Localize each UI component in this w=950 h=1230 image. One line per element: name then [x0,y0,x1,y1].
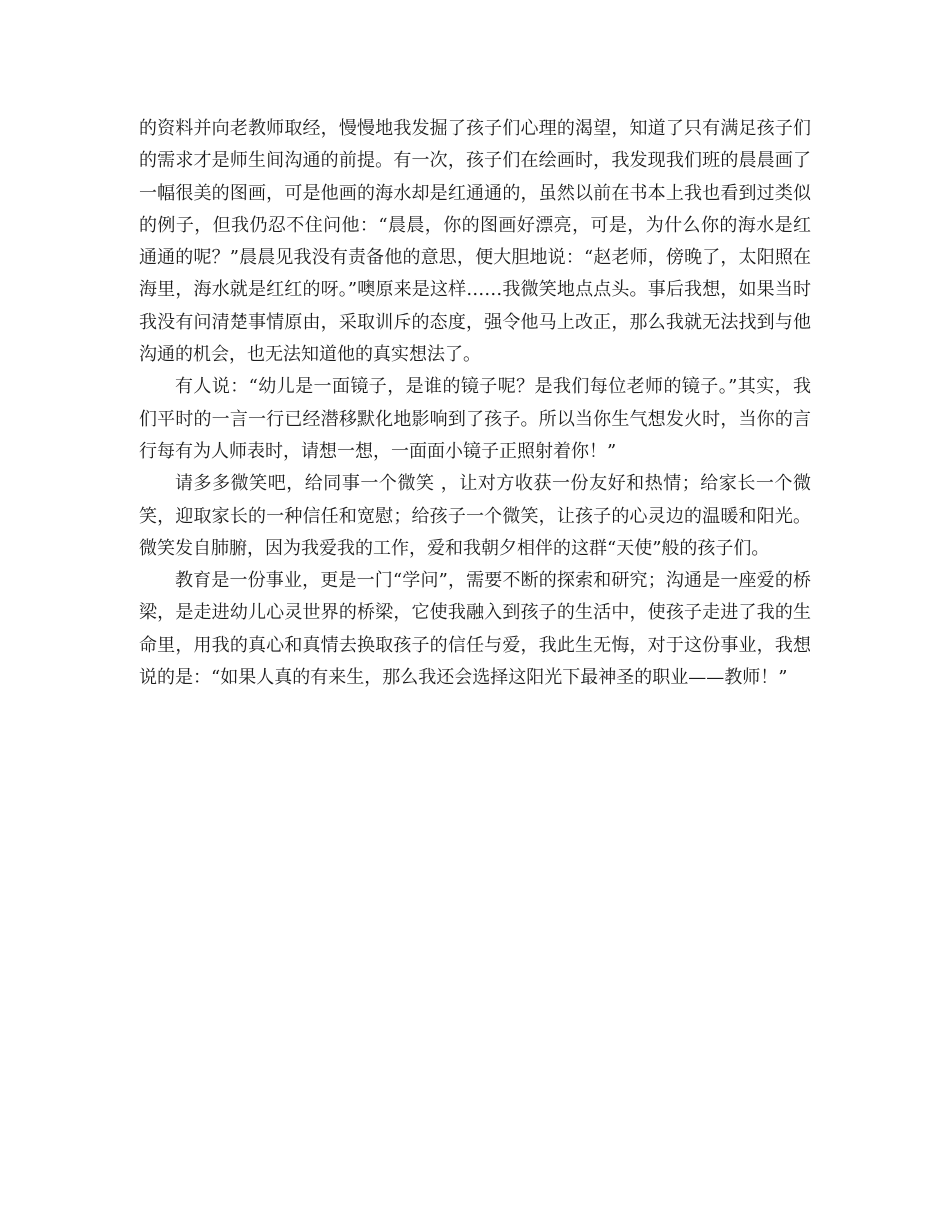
paragraph-4: 教育是一份事业，更是一门“学问”，需要不断的探索和研究；沟通是一座爱的桥梁，是走进幼儿心灵世界的桥梁，它使我融入到孩子的生活中，使孩子走进了我的生命里，用我的真心和真情去换取孩子的信任与爱，我此生无悔，对于这份事业，我想说的是：“如果人真的有来生，那么我还会选择这阳光下最神圣的职业——教师！” [139,570,811,689]
paragraph-2: 有人说：“幼儿是一面镜子，是谁的镜子呢？是我们每位老师的镜子。”其实，我们平时的一言一行已经潜移默化地影响到了孩子。所以当你生气想发火时，当你的言行每有为人师表时，请想一想，一面面小镜子正照射着你！” [139,376,811,462]
paragraph-3: 请多多微笑吧，给同事一个微笑 ，让对方收获一份友好和热情；给家长一个微笑，迎取家长的一种信任和宽慰；给孩子一个微笑，让孩子的心灵边的温暖和阳光。微笑发自肺腑，因为我爱我的工作，爱和我朝夕相伴的这群“天使”般的孩子们。 [139,473,811,559]
document-body [139,113,811,694]
paragraph-1: 的资料并向老教师取经，慢慢地我发掘了孩子们心理的渴望，知道了只有满足孩子们的需求才是师生间沟通的前提。有一次，孩子们在绘画时，我发现我们班的晨晨画了一幅很美的图画，可是他画的海水却是红通通的，虽然以前在书本上我也看到过类似的例子，但我仍忍不住问他：“晨晨，你的图画好漂亮，可是，为什么你的海水是红通通的呢？”晨晨见我没有责备他的意思，便大胆地说：“赵老师，傍晚了，太阳照在海里，海水就是红红的呀。”噢原来是这样……我微笑地点点头。事后我想，如果当时我没有问清楚事情原由，采取训斥的态度，强令他马上改正，那么我就无法找到与他沟通的机会，也无法知道他的真实想法了。 [139,118,811,366]
